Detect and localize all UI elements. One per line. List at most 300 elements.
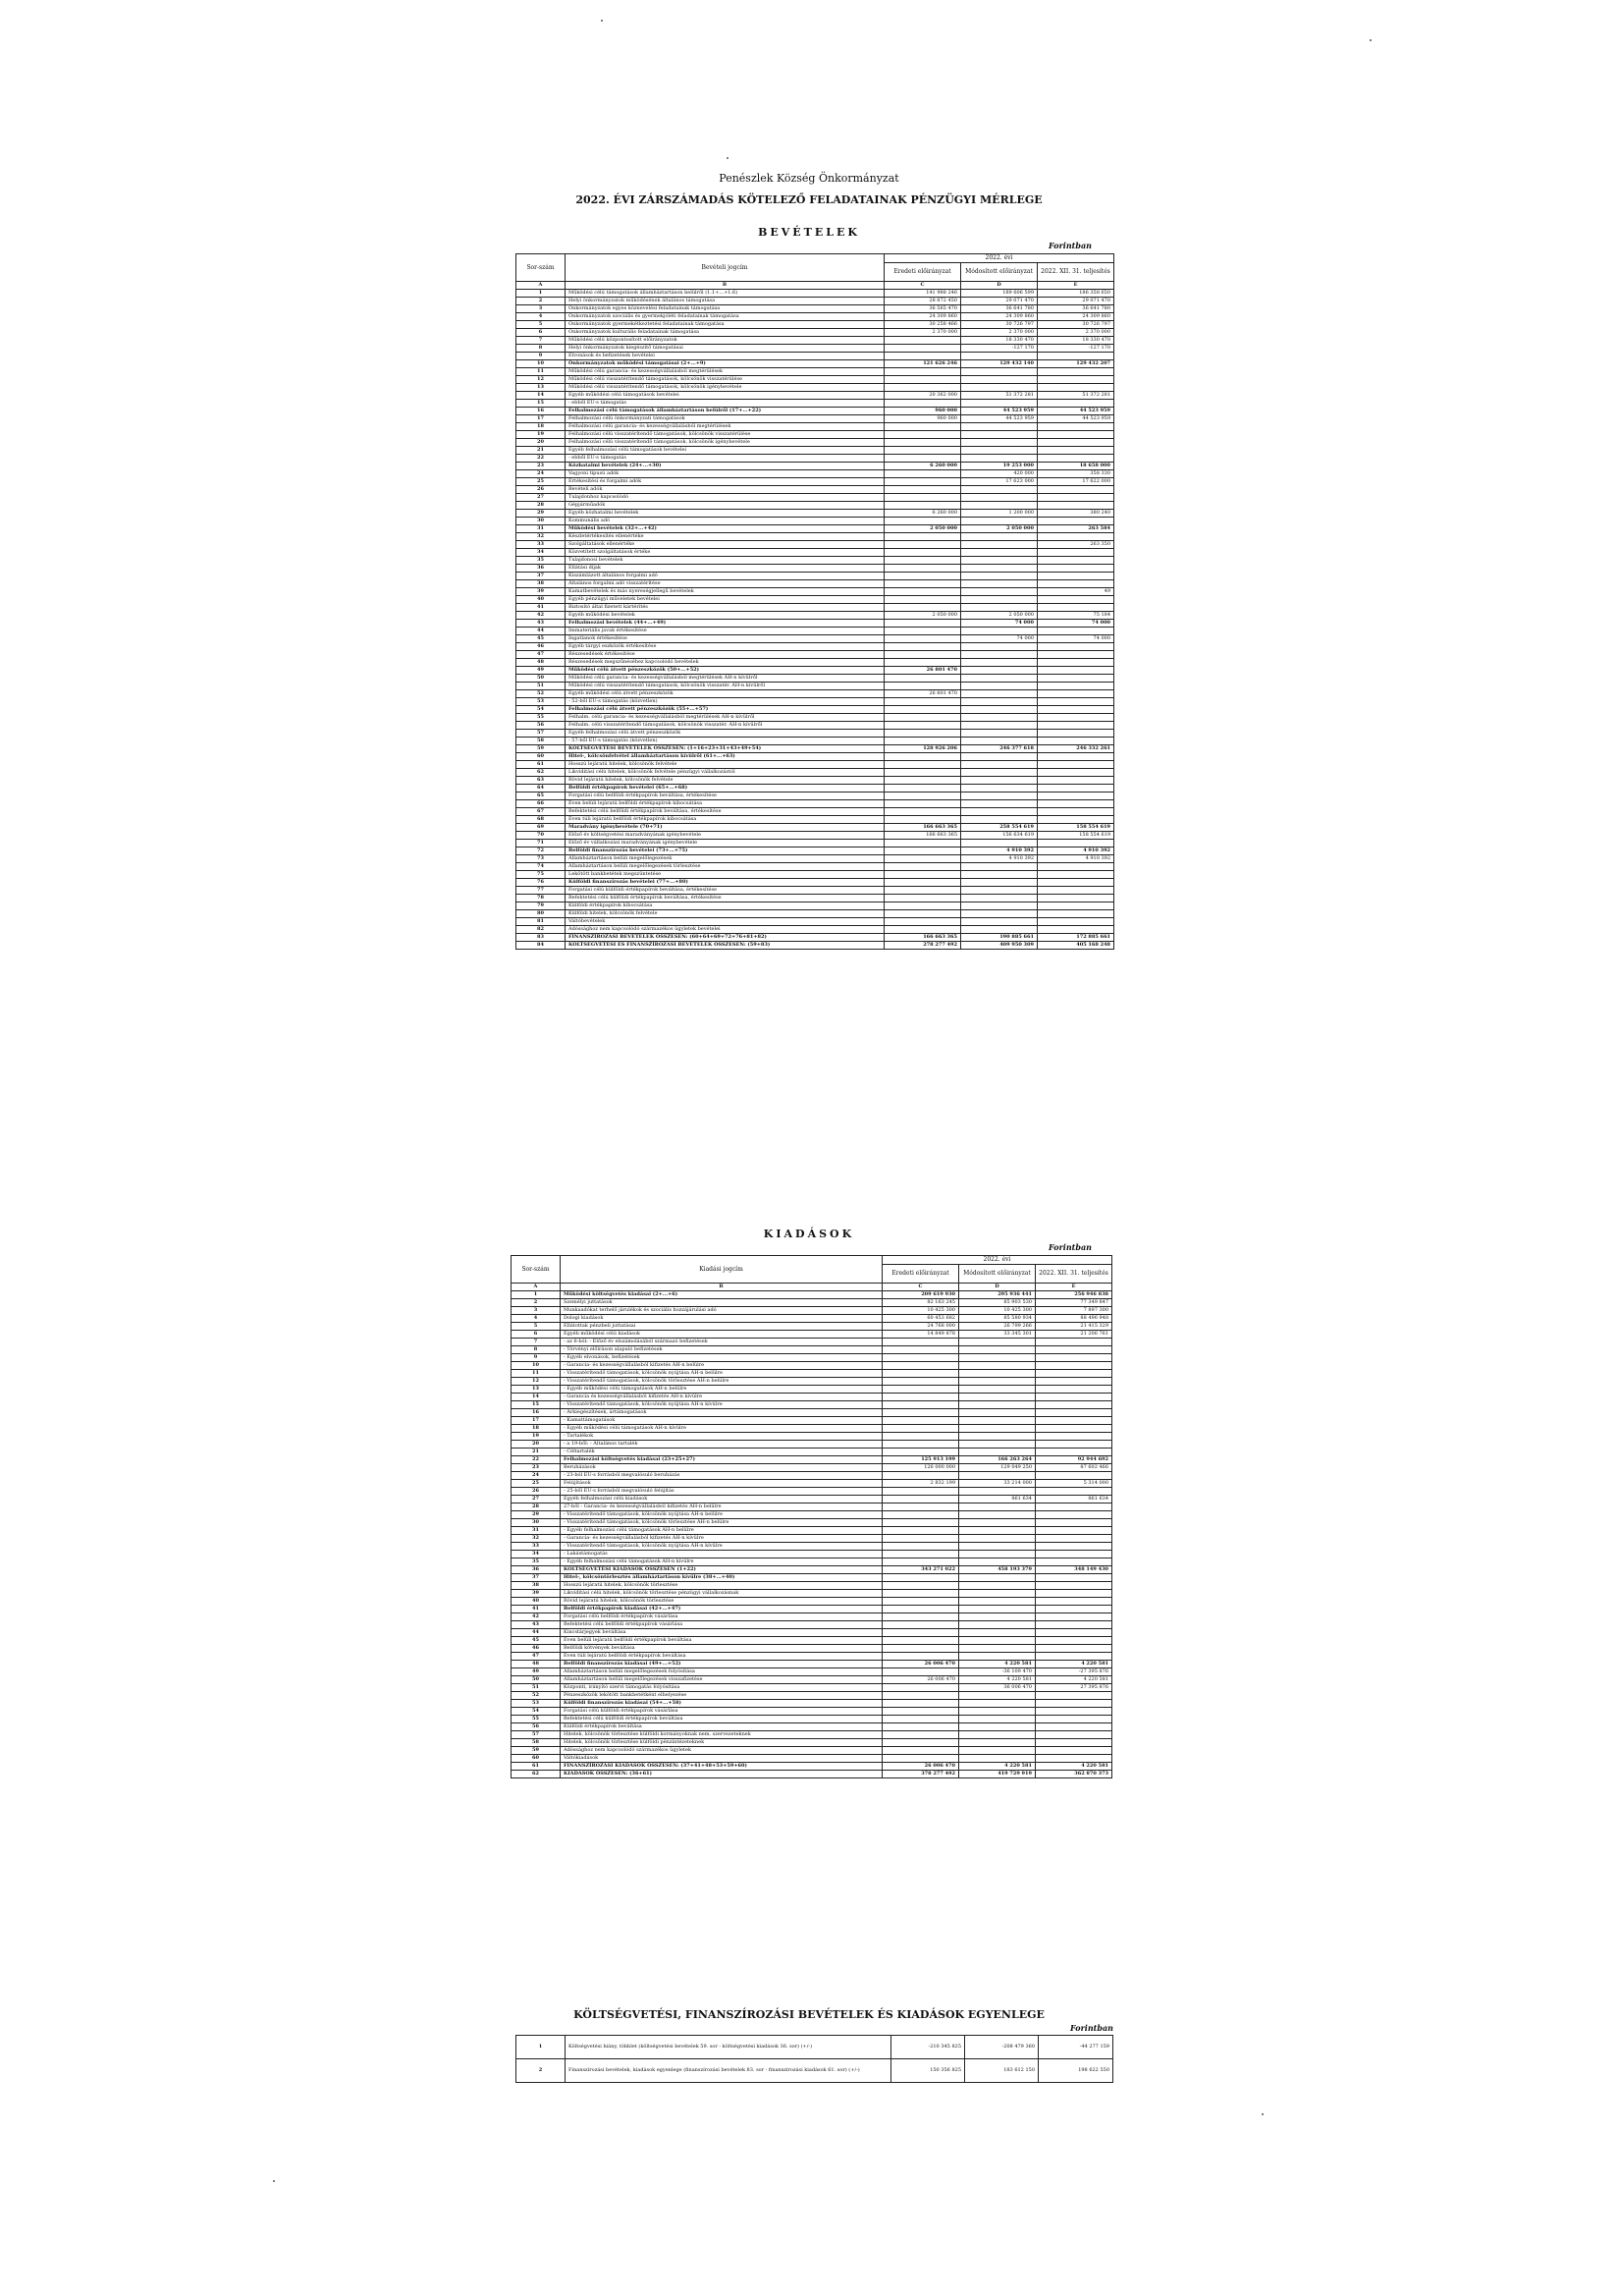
modified-estimate xyxy=(961,628,1038,635)
row-title: - Tartalékok xyxy=(561,1433,883,1441)
row-number: 23 xyxy=(516,463,566,470)
row-title: Külföldi értékpapírok beváltása xyxy=(561,1723,883,1731)
revenue-row xyxy=(516,863,1114,871)
modified-estimate xyxy=(961,667,1038,675)
row-title: Egyéb pénzügyi műveletek bevételei xyxy=(566,596,885,604)
row-title: Éven belüli lejáratú belföldi értékpapírok beváltása xyxy=(561,1637,883,1645)
modified-estimate: -127 170 xyxy=(961,345,1038,353)
expenditure-row xyxy=(512,1668,1112,1676)
expenditures-table xyxy=(511,1255,1112,1778)
expenditure-row xyxy=(512,1535,1112,1543)
row-number: 25 xyxy=(516,478,566,486)
row-title: Belföldi finanszírozás kiadásai (49+...+52) xyxy=(561,1661,883,1668)
row-number: 19 xyxy=(516,431,566,439)
row-number: 84 xyxy=(516,942,566,950)
row-number: 26 xyxy=(512,1488,561,1496)
actual-performance: 263 584 xyxy=(1038,525,1114,533)
expenditure-row xyxy=(512,1763,1112,1771)
expenditure-row xyxy=(512,1606,1112,1613)
row-title: Forgatási célú külföldi értékpapírok beváltása, értékesítése xyxy=(566,887,885,895)
modified-estimate: 29 071 470 xyxy=(961,298,1038,305)
modified-estimate: 4 220 581 xyxy=(959,1763,1036,1771)
actual-performance: 92 944 692 xyxy=(1036,1456,1112,1464)
revenues-table xyxy=(515,253,1114,950)
row-title: Forgatási célú belföldi értékpapírok beváltása, értékesítése xyxy=(566,793,885,800)
row-number: 40 xyxy=(516,596,566,604)
original-estimate xyxy=(883,1449,959,1456)
row-number: 15 xyxy=(516,400,566,408)
modified-estimate xyxy=(961,494,1038,502)
row-number: 83 xyxy=(516,934,566,942)
modified-estimate: 420 000 xyxy=(961,470,1038,478)
row-title: Személyi juttatások xyxy=(561,1299,883,1307)
revenue-row xyxy=(516,808,1114,816)
modified-estimate xyxy=(961,651,1038,659)
original-estimate xyxy=(883,1551,959,1558)
row-number: 67 xyxy=(516,808,566,816)
expenditure-row xyxy=(512,1339,1112,1346)
original-estimate xyxy=(883,1425,959,1433)
revenue-row xyxy=(516,321,1114,329)
row-number: 51 xyxy=(516,683,566,690)
expenditures-unit: Forintban xyxy=(1049,1242,1092,1252)
row-number: 31 xyxy=(512,1527,561,1535)
modified-estimate: 51 372 281 xyxy=(961,392,1038,400)
original-estimate: 26 006 470 xyxy=(883,1676,959,1684)
row-title: Előző év vállalkozási maradványának igénybevétele xyxy=(566,840,885,847)
actual-performance xyxy=(1038,447,1114,455)
balance-title: KÖLTSÉGVETÉSI, FINANSZÍROZÁSI BEVÉTELEK ÉS KIADÁSOK EGYENLEGE xyxy=(573,2008,1045,2021)
original-estimate: 26 006 470 xyxy=(883,1661,959,1668)
original-estimate xyxy=(885,659,961,667)
original-estimate: 166 663 365 xyxy=(885,934,961,942)
row-title: - 57-ből EU-s támogatás (közvetlen) xyxy=(566,738,885,745)
row-number: 21 xyxy=(512,1449,561,1456)
row-title: Beruházások xyxy=(561,1464,883,1472)
revenue-row xyxy=(516,525,1114,533)
original-estimate xyxy=(883,1496,959,1503)
modified-estimate: 166 263 264 xyxy=(959,1456,1036,1464)
row-number: 27 xyxy=(516,494,566,502)
original-estimate: 2 832 199 xyxy=(883,1480,959,1488)
col-letter: A xyxy=(512,1284,561,1291)
actual-performance xyxy=(1036,1551,1112,1558)
row-title: - Lakástámogatás xyxy=(561,1551,883,1558)
row-number: 77 xyxy=(516,887,566,895)
revenue-row xyxy=(516,895,1114,902)
revenue-row xyxy=(516,887,1114,895)
revenue-row xyxy=(516,651,1114,659)
row-title: Kamatbevételek és más nyereségjellegű bevételek xyxy=(566,588,885,596)
row-title: Egyéb működési bevételek xyxy=(566,612,885,620)
modified-estimate xyxy=(959,1551,1036,1558)
actual-performance xyxy=(1036,1511,1112,1519)
expenditure-row xyxy=(512,1653,1112,1661)
row-number: 34 xyxy=(516,549,566,557)
row-title: Önkormányzatok egyes köznevelési feladatainak támogatása xyxy=(566,305,885,313)
row-title: Egyéb felhalmozási célú támogatások bevételei xyxy=(566,447,885,455)
row-number: 24 xyxy=(516,470,566,478)
scan-speck xyxy=(273,2180,275,2182)
expenditure-row xyxy=(512,1574,1112,1582)
modified-estimate xyxy=(961,753,1038,761)
revenue-row xyxy=(516,879,1114,887)
actual-performance: 29 071 470 xyxy=(1038,298,1114,305)
revenue-row xyxy=(516,840,1114,847)
actual-performance xyxy=(1036,1574,1112,1582)
original-estimate: 2 050 000 xyxy=(885,525,961,533)
row-number: 27 xyxy=(512,1496,561,1503)
row-number: 54 xyxy=(512,1708,561,1716)
row-number: 65 xyxy=(516,793,566,800)
original-estimate xyxy=(885,423,961,431)
modified-estimate: 44 523 959 xyxy=(961,415,1038,423)
original-estimate xyxy=(885,730,961,738)
original-estimate xyxy=(885,879,961,887)
original-estimate xyxy=(885,887,961,895)
expenditure-row xyxy=(512,1464,1112,1472)
modified-estimate xyxy=(959,1543,1036,1551)
expenditure-row xyxy=(512,1676,1112,1684)
original-estimate: 150 356 825 xyxy=(891,2059,965,2083)
modified-estimate: 30 726 797 xyxy=(961,321,1038,329)
actual-performance xyxy=(1038,761,1114,769)
row-number: 55 xyxy=(516,714,566,722)
original-estimate: 36 565 470 xyxy=(885,305,961,313)
revenues-unit: Forintban xyxy=(1049,241,1092,250)
modified-estimate xyxy=(959,1527,1036,1535)
row-title: - Visszatérítendő támogatások, kölcsönök nyújtása ÁH-n belülre xyxy=(561,1370,883,1378)
original-estimate xyxy=(883,1441,959,1449)
row-number: 52 xyxy=(512,1692,561,1700)
original-estimate: 6 260 000 xyxy=(885,510,961,518)
modified-estimate xyxy=(961,400,1038,408)
original-estimate: 26 006 470 xyxy=(883,1763,959,1771)
original-estimate xyxy=(885,478,961,486)
actual-performance xyxy=(1038,368,1114,376)
revenue-row xyxy=(516,690,1114,698)
original-estimate xyxy=(883,1527,959,1535)
modified-estimate xyxy=(961,808,1038,816)
actual-performance: 49 xyxy=(1038,588,1114,596)
expenditure-row xyxy=(512,1425,1112,1433)
actual-performance xyxy=(1038,596,1114,604)
row-number: 71 xyxy=(516,840,566,847)
row-title: FINANSZÍROZÁSI KIADÁSOK ÖSSZESEN: (37+41+48+53+59+60) xyxy=(561,1763,883,1771)
revenue-row xyxy=(516,855,1114,863)
row-title: Befektetési célú külföldi értékpapírok beváltása xyxy=(561,1716,883,1723)
row-number: 79 xyxy=(516,902,566,910)
original-estimate: 121 626 246 xyxy=(885,360,961,368)
revenue-row xyxy=(516,683,1114,690)
actual-performance xyxy=(1038,384,1114,392)
actual-performance xyxy=(1038,800,1114,808)
actual-performance xyxy=(1038,659,1114,667)
original-estimate xyxy=(885,847,961,855)
col-header-actual: 2022. XII. 31. teljesítés xyxy=(1038,263,1114,282)
modified-estimate: 129 432 140 xyxy=(961,360,1038,368)
row-title: Helyi önkormányzatok működésének általános támogatása xyxy=(566,298,885,305)
expenditure-row xyxy=(512,1613,1112,1621)
modified-estimate: 1 200 000 xyxy=(961,510,1038,518)
row-number: 45 xyxy=(516,635,566,643)
modified-estimate xyxy=(959,1692,1036,1700)
row-title: Egyéb felhalmozási célú átvett pénzeszközök xyxy=(566,730,885,738)
modified-estimate xyxy=(961,895,1038,902)
row-title: Kommunális adó xyxy=(566,518,885,525)
row-title: Működési célú központosított előirányzatok xyxy=(566,337,885,345)
row-number: 42 xyxy=(512,1613,561,1621)
modified-estimate xyxy=(961,793,1038,800)
row-number: 37 xyxy=(516,573,566,580)
row-number: 44 xyxy=(516,628,566,635)
row-title: Lekötött bankbetétek megszüntetése xyxy=(566,871,885,879)
modified-estimate xyxy=(961,353,1038,360)
modified-estimate xyxy=(959,1653,1036,1661)
modified-estimate xyxy=(961,730,1038,738)
actual-performance xyxy=(1036,1535,1112,1543)
actual-performance xyxy=(1036,1700,1112,1708)
original-estimate xyxy=(885,353,961,360)
row-number: 61 xyxy=(516,761,566,769)
original-estimate xyxy=(885,628,961,635)
row-number: 20 xyxy=(516,439,566,447)
modified-estimate xyxy=(961,384,1038,392)
modified-estimate xyxy=(959,1558,1036,1566)
modified-estimate xyxy=(959,1598,1036,1606)
modified-estimate: 33 345 301 xyxy=(959,1331,1036,1339)
row-number: 41 xyxy=(516,604,566,612)
modified-estimate: 33 214 000 xyxy=(959,1480,1036,1488)
original-estimate xyxy=(885,722,961,730)
original-estimate xyxy=(885,738,961,745)
modified-estimate xyxy=(961,871,1038,879)
row-number: 13 xyxy=(512,1386,561,1394)
row-title: KÖLTSÉGVETÉSI KIADÁSOK ÖSSZESEN (1+22) xyxy=(561,1566,883,1574)
row-number: 68 xyxy=(516,816,566,824)
row-number: 57 xyxy=(516,730,566,738)
modified-estimate: 44 523 959 xyxy=(961,408,1038,415)
row-number: 43 xyxy=(516,620,566,628)
expenditure-row xyxy=(512,1378,1112,1386)
row-number: 1 xyxy=(512,1291,561,1299)
row-title: Kincstárjegyek beváltása xyxy=(561,1629,883,1637)
original-estimate xyxy=(883,1723,959,1731)
row-number: 26 xyxy=(516,486,566,494)
row-number: 35 xyxy=(512,1558,561,1566)
actual-performance: 18 658 000 xyxy=(1038,463,1114,470)
modified-estimate xyxy=(961,706,1038,714)
modified-estimate xyxy=(959,1433,1036,1441)
modified-estimate xyxy=(959,1378,1036,1386)
expenditure-row xyxy=(512,1590,1112,1598)
original-estimate: 2 370 000 xyxy=(885,329,961,337)
modified-estimate xyxy=(959,1519,1036,1527)
expenditure-row xyxy=(512,1354,1112,1362)
revenue-row xyxy=(516,628,1114,635)
row-number: 1 xyxy=(516,290,566,298)
row-title: Önkormányzatok kulturális feladatainak támogatása xyxy=(566,329,885,337)
row-number: 18 xyxy=(516,423,566,431)
original-estimate xyxy=(885,769,961,777)
modified-estimate xyxy=(959,1503,1036,1511)
actual-performance: 51 372 281 xyxy=(1038,392,1114,400)
original-estimate xyxy=(885,337,961,345)
row-number: 8 xyxy=(512,1346,561,1354)
revenue-row xyxy=(516,494,1114,502)
actual-performance: 88 496 948 xyxy=(1036,1315,1112,1323)
row-title: Munkaadókat terhelő járulékok és szociális hozzájárulási adó xyxy=(561,1307,883,1315)
actual-performance xyxy=(1036,1606,1112,1613)
modified-estimate: 189 606 599 xyxy=(961,290,1038,298)
revenue-row xyxy=(516,926,1114,934)
row-title: Ingatlanok értékesítése xyxy=(566,635,885,643)
expenditure-row xyxy=(512,1496,1112,1503)
revenue-row xyxy=(516,714,1114,722)
modified-estimate xyxy=(959,1441,1036,1449)
modified-estimate xyxy=(959,1700,1036,1708)
actual-performance xyxy=(1036,1716,1112,1723)
original-estimate xyxy=(885,596,961,604)
original-estimate xyxy=(883,1582,959,1590)
actual-performance xyxy=(1036,1629,1112,1637)
original-estimate: 141 988 246 xyxy=(885,290,961,298)
row-number: 18 xyxy=(512,1425,561,1433)
modified-estimate xyxy=(959,1511,1036,1519)
row-title: Külföldi értékpapírok kibocsátása xyxy=(566,902,885,910)
actual-performance xyxy=(1036,1370,1112,1378)
actual-performance: 198 622 550 xyxy=(1039,2059,1113,2083)
revenue-row xyxy=(516,415,1114,423)
row-number: 76 xyxy=(516,879,566,887)
original-estimate xyxy=(885,675,961,683)
expenditure-row xyxy=(512,1386,1112,1394)
original-estimate xyxy=(885,604,961,612)
modified-estimate xyxy=(959,1339,1036,1346)
revenue-row xyxy=(516,463,1114,470)
original-estimate xyxy=(885,863,961,871)
modified-estimate xyxy=(961,800,1038,808)
expenditure-row xyxy=(512,1708,1112,1716)
actual-performance: -27 395 876 xyxy=(1036,1668,1112,1676)
row-title: - Garancia- és kezességvállalásból kifizetés ÁH-n kívülre xyxy=(561,1535,883,1543)
actual-performance xyxy=(1036,1394,1112,1401)
revenue-row xyxy=(516,353,1114,360)
actual-performance xyxy=(1038,518,1114,525)
col-letter: E xyxy=(1036,1284,1112,1291)
revenue-row xyxy=(516,635,1114,643)
row-number: 38 xyxy=(512,1582,561,1590)
col-header-row-number: Sor-szám xyxy=(512,1256,561,1284)
original-estimate xyxy=(883,1354,959,1362)
original-estimate xyxy=(883,1598,959,1606)
row-title: - Árkiegészítések, ártámogatások xyxy=(561,1409,883,1417)
original-estimate xyxy=(883,1511,959,1519)
modified-estimate xyxy=(961,565,1038,573)
row-title: Egyéb működési célú támogatások bevételei xyxy=(566,392,885,400)
row-title: Pénzeszközök lekötött bankbetétként elhelyezése xyxy=(561,1692,883,1700)
actual-performance xyxy=(1038,565,1114,573)
original-estimate xyxy=(883,1637,959,1645)
modified-estimate xyxy=(959,1606,1036,1613)
original-estimate xyxy=(883,1684,959,1692)
row-number: 9 xyxy=(516,353,566,360)
row-number: 49 xyxy=(516,667,566,675)
expenditure-row xyxy=(512,1472,1112,1480)
row-number: 59 xyxy=(516,745,566,753)
original-estimate xyxy=(883,1739,959,1747)
original-estimate xyxy=(883,1409,959,1417)
row-title: - Garancia- és kezességvállalásból kifizetés ÁH-n belülre xyxy=(561,1362,883,1370)
original-estimate xyxy=(885,643,961,651)
modified-estimate xyxy=(961,926,1038,934)
actual-performance xyxy=(1038,706,1114,714)
modified-estimate xyxy=(959,1590,1036,1598)
revenue-row xyxy=(516,706,1114,714)
expenditure-row xyxy=(512,1315,1112,1323)
row-title: - a 19-ből: - Általános tartalék xyxy=(561,1441,883,1449)
original-estimate xyxy=(885,549,961,557)
revenue-row xyxy=(516,305,1114,313)
row-number: 37 xyxy=(512,1574,561,1582)
row-title: Külföldi hitelek, kölcsönök felvétele xyxy=(566,910,885,918)
original-estimate: 126 000 000 xyxy=(883,1464,959,1472)
row-number: 7 xyxy=(512,1339,561,1346)
row-number: 66 xyxy=(516,800,566,808)
actual-performance xyxy=(1038,785,1114,793)
row-number: 5 xyxy=(516,321,566,329)
col-header-year: 2022. évi xyxy=(883,1256,1112,1265)
expenditure-row xyxy=(512,1417,1112,1425)
actual-performance xyxy=(1038,628,1114,635)
row-title: Hosszú lejáratú hitelek, kölcsönök törlesztése xyxy=(561,1582,883,1590)
revenue-row xyxy=(516,502,1114,510)
actual-performance xyxy=(1038,690,1114,698)
expenditure-row xyxy=(512,1566,1112,1574)
revenue-row xyxy=(516,573,1114,580)
actual-performance xyxy=(1036,1519,1112,1527)
expenditure-row xyxy=(512,1598,1112,1606)
row-title: Felhalmozási költségvetés kiadásai (23+25+27) xyxy=(561,1456,883,1464)
modified-estimate xyxy=(959,1613,1036,1621)
actual-performance xyxy=(1038,580,1114,588)
row-title: Előző év költségvetési maradványának igénybevétele xyxy=(566,832,885,840)
actual-performance: 24 309 860 xyxy=(1038,313,1114,321)
original-estimate xyxy=(883,1755,959,1763)
expenditure-row xyxy=(512,1441,1112,1449)
expenditure-row xyxy=(512,1771,1112,1778)
row-number: 61 xyxy=(512,1763,561,1771)
revenue-row xyxy=(516,510,1114,518)
modified-estimate xyxy=(961,643,1038,651)
actual-performance: 77 349 847 xyxy=(1036,1299,1112,1307)
scan-speck xyxy=(727,157,728,159)
original-estimate xyxy=(885,494,961,502)
revenue-row xyxy=(516,518,1114,525)
actual-performance: 405 168 248 xyxy=(1038,942,1114,950)
row-title: Működési bevételek (32+...+42) xyxy=(566,525,885,533)
row-title: Külföldi finanszírozás kiadásai (54+...+58) xyxy=(561,1700,883,1708)
actual-performance xyxy=(1036,1362,1112,1370)
expenditure-row xyxy=(512,1503,1112,1511)
expenditure-row xyxy=(512,1346,1112,1354)
revenue-row xyxy=(516,290,1114,298)
modified-estimate xyxy=(961,533,1038,541)
row-title: - Visszatérítendő támogatások, kölcsönök törlesztése ÁH-n belülre xyxy=(561,1519,883,1527)
revenue-row xyxy=(516,753,1114,761)
original-estimate xyxy=(885,651,961,659)
actual-performance: 21 206 761 xyxy=(1036,1331,1112,1339)
